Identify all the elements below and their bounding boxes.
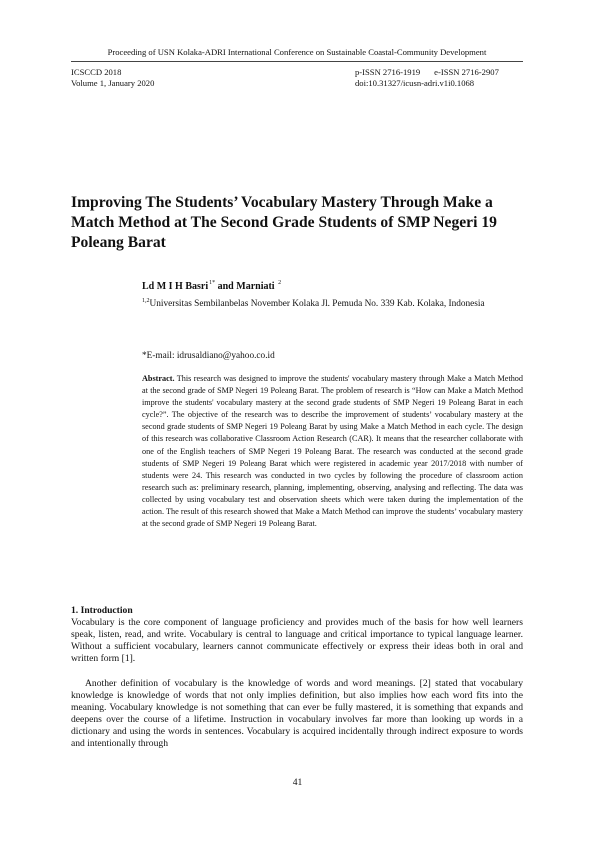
- affiliation-text: Universitas Sembilanbelas November Kolaka Jl. Pemuda No. 339 Kab. Kolaka, Indonesia: [149, 299, 485, 309]
- author-2-sup: 2: [278, 280, 282, 286]
- journal-volume: Volume 1, January 2020: [71, 78, 155, 88]
- author-1-sup: 1*: [209, 280, 216, 286]
- page-number: 41: [292, 777, 303, 788]
- abstract-text: This research was designed to improve the students' vocabulary mastery through Make a Match Method at the second grade of SMP Negeri 19 Poleang Barat. The problem of research is “How can Make a Match Method improve the students' vocabulary mastery at the second grade students of SMP Negeri 19 Poleang Barat in each cycle?”. The objective of the research was to describe the improvement of students’ vocabulary mastery at the second grade students of SMP Negeri 19 Poleang Barat by using Make a Match Method in each cycle. The design of this research was collaborative Classroom Action Research (CAR). It means that the researcher collaborate with one of the English teachers of SMP Negeri 19 Poleang Barat. The research was conducted at the second grade students of SMP Negeri 19 Poleang Barat which were registered in academic year 2017/2018 with number of students were 24. This research was conducted in two cycles by following the procedure of classroom action research such as: preliminary research, planning, implementing, observing, analysing and reflecting. The data was collected by using vocabulary test and observation sheets which were taken during the implementation of the action. The result of this research showed that Make a Match Method can improve the students’ vocabulary mastery at the second grade of SMP Negeri 19 Poleang Barat.: [142, 374, 523, 529]
- author-2: Marniati: [236, 281, 275, 292]
- author-1: Ld M I H Basri: [142, 281, 209, 292]
- issn-line: [355, 67, 499, 78]
- abstract: [142, 373, 523, 530]
- section-heading-introduction: 1. Introduction: [71, 605, 133, 616]
- author-and: and: [215, 281, 237, 292]
- intro-paragraph-1: Vocabulary is the core component of language proficiency and provides much of the basis for how well learners speak, listen, read, and write. Vocabulary is central to language and critical importance to typical language learner. Without a sufficient vocabulary, learners cannot communicate effectively or express their ideas both in oral and written form [1].: [71, 617, 523, 665]
- header-rule: [71, 61, 523, 62]
- affiliation: [142, 295, 523, 311]
- journal-info: [71, 67, 154, 89]
- contact-email: *E-mail: idrusaldiano@yahoo.co.id: [142, 351, 275, 361]
- conference-header: Proceeding of USN Kolaka-ADRI International Conference on Sustainable Coastal-Community Development: [107, 47, 487, 57]
- issn-info: [355, 67, 499, 89]
- doi: doi:10.31327/icusn-adri.v1i0.1068: [355, 78, 475, 88]
- paper-title: Improving The Students’ Vocabulary Mastery Through Make a Match Method at The Second Grade Students of SMP Negeri 19 Poleang Barat: [71, 194, 497, 251]
- e-issn: e-ISSN 2716-2907: [434, 67, 499, 77]
- affiliation-sup: 1,2: [142, 298, 150, 304]
- abstract-label: Abstract.: [142, 374, 175, 383]
- author-line: [142, 277, 281, 293]
- p-issn: p-ISSN 2716-1919: [355, 67, 421, 77]
- journal-name: ICSCCD 2018: [71, 67, 122, 77]
- intro-paragraph-2: Another definition of vocabulary is the knowledge of words and word meanings. [2] stated that vocabulary knowledge is knowledge of words that not only implies definition, but also implies how each word fits into the meaning. Vocabulary knowledge is not something that can ever be fully mastered, it is something that expands and deepens over the course of a lifetime. Instruction in vocabulary involves far more than looking up words in a dictionary and using the words in sentences. Vocabulary is acquired incidentally through indirect exposure to words and intentionally through: [71, 678, 523, 750]
